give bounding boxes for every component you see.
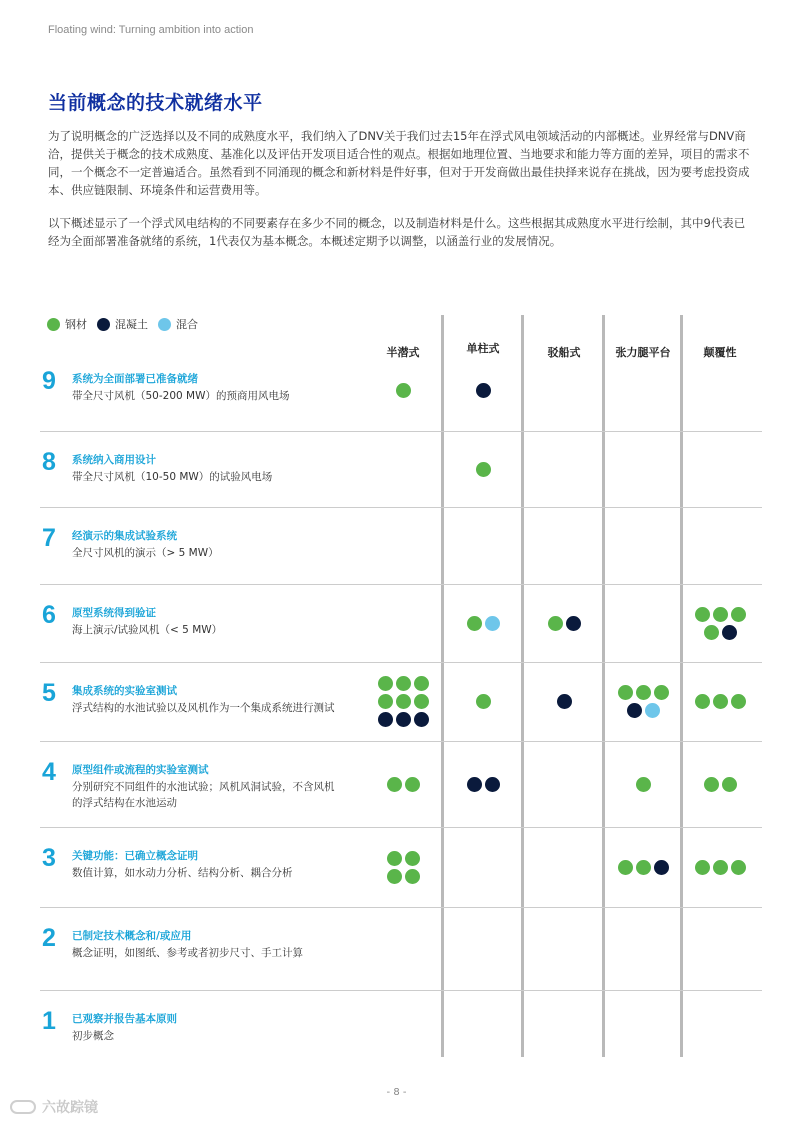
dot-row [376, 693, 430, 711]
level-5 [42, 680, 342, 716]
row-separator [40, 741, 762, 742]
steel-dot [378, 676, 393, 691]
steel-dot [704, 777, 719, 792]
level-7 [42, 525, 342, 561]
concrete-dot [654, 860, 669, 875]
legend-dot-steel [47, 318, 60, 331]
level-text [72, 759, 342, 811]
level-title: 原型组件或流程的实验室测试 [72, 764, 209, 776]
page-number: - 8 - [386, 1087, 407, 1098]
concrete-dot [476, 383, 491, 398]
level-title: 系统纳入商用设计 [72, 454, 156, 466]
column-separator [521, 315, 524, 1057]
dot-group [465, 614, 501, 632]
steel-dot [378, 694, 393, 709]
steel-dot [387, 869, 402, 884]
dot-row [693, 858, 747, 876]
steel-dot [396, 676, 411, 691]
dot-row [693, 605, 747, 623]
row-separator [40, 431, 762, 432]
level-title: 关键功能：已确立概念证明 [72, 850, 198, 862]
dot-row [546, 614, 582, 632]
hybrid-dot [645, 703, 660, 718]
legend-label-hybrid: 混合 [176, 318, 198, 331]
level-description: 分别研究不同组件的水池试验；风机风洞试验，不含风机的浮式结构在水池运动 [72, 781, 335, 809]
concrete-dot [396, 712, 411, 727]
overview-paragraph: 以下概述显示了一个浮式风电结构的不同要素存在多少不同的概念，以及制造材料是什么。这些根据其成熟度水平进行绘制，其中9代表已经为全面部署准备就绪的系统，1代表仅为基本概念。本概述定期予以调整，以涵盖行业的发展情况。 [48, 216, 746, 248]
intro-paragraph: 为了说明概念的广泛选择以及不同的成熟度水平，我们纳入了DNV关于我们过去15年在浮式风电领域活动的内部概述。业界经常与DNV商洽，提供关于概念的技术成熟度、基准化以及评估开发项目适合性的观点。根据如地理位置、当地要求和能力等方面的差异，项目的需求不同，一个概念不一定普遍适合。虽然看到不同涌现的概念和新材料是件好事，但对于开发商做出最佳抉择来说存在挑战，因为要考虑投资成本、供应链限制、环境条件和运营费用等。 [48, 129, 750, 197]
dot-group [693, 693, 747, 711]
dot-row [693, 693, 747, 711]
level-text [72, 368, 342, 404]
steel-dot [405, 777, 420, 792]
steel-dot [387, 777, 402, 792]
column-header-5: 颠覆性 [703, 346, 737, 359]
level-description: 带全尺寸风机（10-50 MW）的试验风电场 [72, 471, 273, 483]
steel-dot [731, 607, 746, 622]
level-number: 1 [42, 1007, 56, 1035]
row-separator [40, 662, 762, 663]
level-title: 原型系统得到验证 [72, 607, 156, 619]
dot-row [376, 711, 430, 729]
row-separator [40, 584, 762, 585]
level-description: 带全尺寸风机（50-200 MW）的预商用风电场 [72, 390, 290, 402]
dot-group [693, 605, 747, 641]
level-title: 已观察并报告基本原则 [72, 1013, 177, 1025]
level-3 [42, 845, 342, 881]
level-description: 全尺寸风机的演示（> 5 MW） [72, 547, 219, 559]
dot-group [702, 775, 738, 793]
dot-group [474, 693, 492, 711]
level-text [72, 525, 342, 561]
level-text [72, 602, 342, 638]
level-description: 初步概念 [72, 1030, 114, 1042]
row-separator [40, 827, 762, 828]
dot-row [465, 775, 501, 793]
concrete-dot [557, 694, 572, 709]
dot-group [376, 675, 430, 729]
steel-dot [396, 383, 411, 398]
row-separator [40, 990, 762, 991]
level-title: 经演示的集成试验系统 [72, 530, 177, 542]
level-text [72, 925, 342, 961]
steel-dot [704, 625, 719, 640]
dot-group [634, 775, 652, 793]
watermark [10, 1097, 98, 1117]
steel-dot [654, 685, 669, 700]
dot-row [625, 702, 661, 720]
hybrid-dot [485, 616, 500, 631]
steel-dot [713, 694, 728, 709]
column-header-3: 驳船式 [547, 346, 581, 359]
steel-dot [636, 685, 651, 700]
level-number: 5 [42, 679, 56, 707]
concrete-dot [722, 625, 737, 640]
dot-group [465, 775, 501, 793]
column-header-2: 单柱式 [466, 342, 500, 355]
level-9 [42, 368, 342, 404]
steel-dot [476, 694, 491, 709]
dot-group [385, 775, 421, 793]
steel-dot [396, 694, 411, 709]
dot-group [616, 684, 670, 720]
steel-dot [731, 860, 746, 875]
dot-row [555, 693, 573, 711]
steel-dot [636, 860, 651, 875]
steel-dot [695, 860, 710, 875]
level-description: 数值计算，如水动力分析、结构分析、耦合分析 [72, 867, 293, 879]
dot-row [702, 775, 738, 793]
legend-label-concrete: 混凝土 [115, 318, 148, 331]
column-separator [680, 315, 683, 1057]
dot-row [634, 775, 652, 793]
level-2 [42, 925, 342, 961]
level-text [72, 845, 342, 881]
dot-group [616, 858, 670, 876]
steel-dot [713, 860, 728, 875]
steel-dot [476, 462, 491, 477]
dot-row [394, 382, 412, 400]
dot-group [474, 460, 492, 478]
dot-row [616, 684, 670, 702]
level-description: 海上演示/试验风机（< 5 MW） [72, 624, 223, 636]
level-number: 3 [42, 844, 56, 872]
dot-row [474, 382, 492, 400]
steel-dot [405, 869, 420, 884]
steel-dot [387, 851, 402, 866]
row-separator [40, 907, 762, 908]
dot-row [474, 693, 492, 711]
steel-dot [731, 694, 746, 709]
level-title: 已制定技术概念和/或应用 [72, 930, 192, 942]
steel-dot [414, 676, 429, 691]
level-title: 系统为全面部署已准备就绪 [72, 373, 198, 385]
steel-dot [618, 860, 633, 875]
dot-row [474, 460, 492, 478]
level-text [72, 1008, 342, 1044]
dot-row [376, 675, 430, 693]
running-header: Floating wind: Turning ambition into action [48, 24, 254, 36]
steel-dot [695, 694, 710, 709]
dot-row [385, 849, 421, 867]
legend-dot-concrete [97, 318, 110, 331]
legend-item-concrete [97, 316, 148, 332]
dot-group [555, 693, 573, 711]
column-header-4: 张力腿平台 [615, 346, 671, 359]
dot-group [693, 858, 747, 876]
steel-dot [548, 616, 563, 631]
steel-dot [713, 607, 728, 622]
level-6 [42, 602, 342, 638]
dot-group [385, 849, 421, 885]
legend-item-steel [47, 316, 87, 332]
steel-dot [695, 607, 710, 622]
level-text [72, 680, 342, 716]
steel-dot [618, 685, 633, 700]
row-separator [40, 507, 762, 508]
column-separator [441, 315, 444, 1057]
level-number: 7 [42, 524, 56, 552]
steel-dot [414, 694, 429, 709]
level-description: 浮式结构的水池试验以及风机作为一个集成系统进行测试 [72, 702, 335, 714]
concrete-dot [378, 712, 393, 727]
level-number: 8 [42, 448, 56, 476]
concrete-dot [467, 777, 482, 792]
steel-dot [636, 777, 651, 792]
page-title: 当前概念的技术就绪水平 [48, 92, 263, 114]
concrete-dot [627, 703, 642, 718]
column-separator [602, 315, 605, 1057]
steel-dot [467, 616, 482, 631]
level-number: 9 [42, 367, 56, 395]
level-number: 2 [42, 924, 56, 952]
legend [47, 316, 208, 332]
level-1 [42, 1008, 342, 1044]
dot-row [702, 623, 738, 641]
watermark-text: 六故踪镜 [42, 1100, 98, 1116]
dot-row [385, 775, 421, 793]
concrete-dot [485, 777, 500, 792]
legend-dot-hybrid [158, 318, 171, 331]
level-8 [42, 449, 342, 485]
steel-dot [405, 851, 420, 866]
dot-row [385, 867, 421, 885]
column-header-1: 半潜式 [386, 346, 420, 359]
level-title: 集成系统的实验室测试 [72, 685, 177, 697]
dot-group [474, 382, 492, 400]
concrete-dot [414, 712, 429, 727]
dot-row [465, 614, 501, 632]
concrete-dot [566, 616, 581, 631]
legend-label-steel: 钢材 [65, 318, 87, 331]
level-text [72, 449, 342, 485]
level-number: 6 [42, 601, 56, 629]
watermark-logo-icon [10, 1100, 36, 1114]
legend-item-hybrid [158, 316, 198, 332]
level-number: 4 [42, 758, 56, 786]
dot-group [394, 382, 412, 400]
dot-row [616, 858, 670, 876]
dot-group [546, 614, 582, 632]
level-4 [42, 759, 342, 811]
level-description: 概念证明，如图纸、参考或者初步尺寸、手工计算 [72, 947, 303, 959]
steel-dot [722, 777, 737, 792]
